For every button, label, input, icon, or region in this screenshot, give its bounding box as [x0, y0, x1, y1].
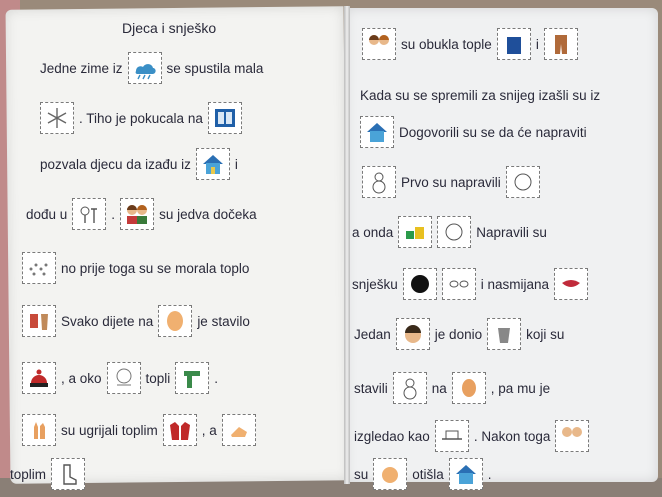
- boot-icon: [51, 458, 85, 490]
- line-9: toplim: [10, 458, 85, 490]
- jacket-icon: [497, 28, 531, 60]
- bucket-icon: [487, 318, 521, 350]
- right-line-10: su otišla .: [354, 458, 492, 490]
- scarf-icon: [175, 362, 209, 394]
- right-line-9: izgledao kao . Nakon toga: [354, 420, 589, 452]
- line-3: pozvala djecu da izađu iz i: [40, 148, 238, 180]
- nose-icon: [452, 372, 486, 404]
- child-face-icon: [373, 458, 407, 490]
- children-icon: [555, 420, 589, 452]
- snowflake-icon: [40, 102, 74, 134]
- house-icon: [360, 116, 394, 148]
- line-7: , a oko topli .: [22, 362, 218, 394]
- right-line-4: Prvo su napravili: [362, 166, 540, 198]
- right-line-7: Jedan je donio koji su: [354, 318, 564, 350]
- snowman-icon: [362, 166, 396, 198]
- line-2: . Tiho je pokucala na: [40, 102, 242, 134]
- mouth-icon: [554, 268, 588, 300]
- window-icon: [208, 102, 242, 134]
- eyes-icon: [442, 268, 476, 300]
- story-title: Djeca i snješko: [122, 20, 217, 36]
- ball-icon: [506, 166, 540, 198]
- foot-icon: [222, 414, 256, 446]
- cloud-icon: [128, 52, 162, 84]
- house-icon: [196, 148, 230, 180]
- park-icon: [72, 198, 106, 230]
- line-8: su ugrijali toplim , a: [22, 414, 256, 446]
- house-icon: [449, 458, 483, 490]
- right-line-3: Dogovorili su se da će napraviti: [360, 116, 587, 148]
- hat-icon: [22, 362, 56, 394]
- face-icon: [158, 305, 192, 337]
- line-5: no prije toga su se morala toplo: [22, 252, 249, 284]
- right-line-8: stavili na , pa mu je: [354, 372, 550, 404]
- children-icon: [362, 28, 396, 60]
- face-outline-icon: [107, 362, 141, 394]
- snowman-icon: [393, 372, 427, 404]
- hat-icon: [435, 420, 469, 452]
- ball-icon: [437, 216, 471, 248]
- right-line-5: a onda Napravili su: [352, 216, 547, 248]
- right-line-6: snješku i nasmijana: [352, 268, 588, 300]
- snow-icon: [22, 252, 56, 284]
- book-spine: [344, 6, 350, 484]
- black-ball-icon: [403, 268, 437, 300]
- child-face-icon: [396, 318, 430, 350]
- line-6: Svako dijete na je stavilo: [22, 305, 250, 337]
- blocks-icon: [398, 216, 432, 248]
- gloves-icon: [163, 414, 197, 446]
- clothes-icon: [22, 305, 56, 337]
- children-icon: [120, 198, 154, 230]
- pants-icon: [544, 28, 578, 60]
- right-line-1: su obukla tople i: [362, 28, 578, 60]
- line-4: dođu u . su jedva dočeka: [26, 198, 257, 230]
- hands-icon: [22, 414, 56, 446]
- line-1: Jedne zime iz se spustila mala: [40, 52, 263, 84]
- right-line-2: Kada su se spremili za snijeg izašli su iz: [360, 88, 601, 103]
